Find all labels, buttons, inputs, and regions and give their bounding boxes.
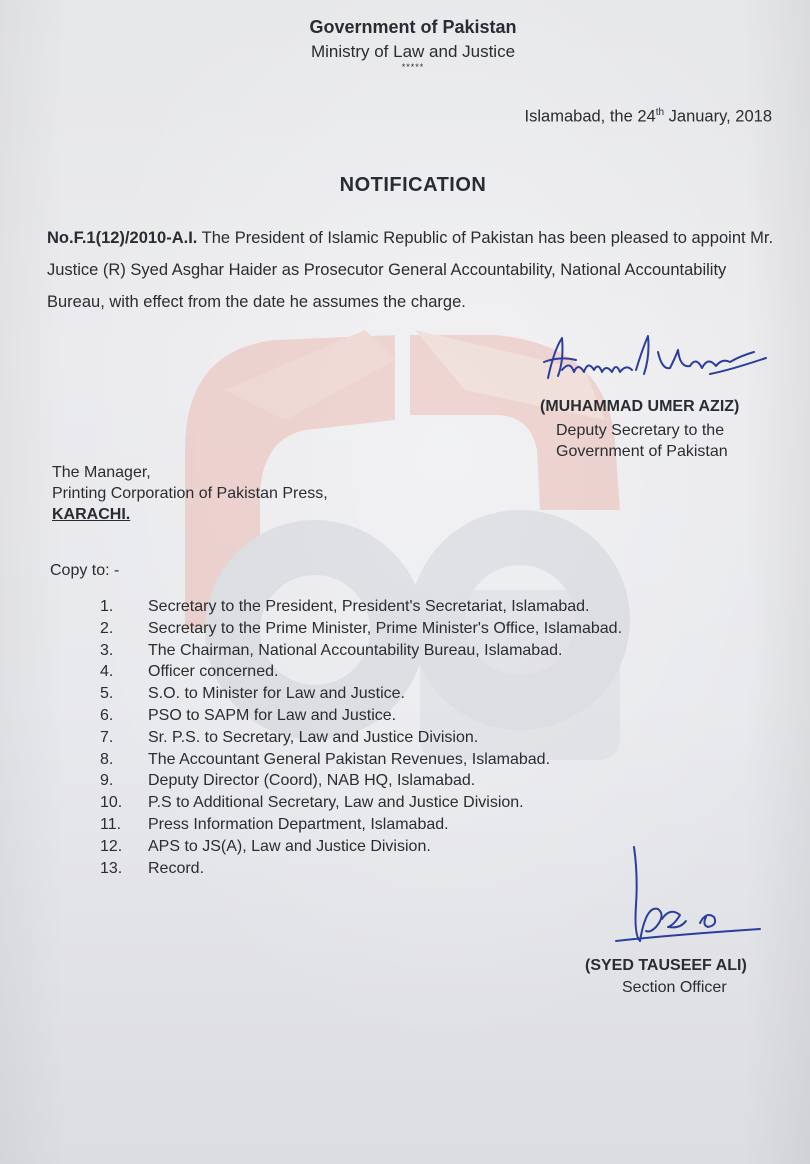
copy-to-label: Copy to: -: [50, 562, 120, 579]
copy-to-item: [100, 640, 622, 662]
copy-to-item: [100, 705, 622, 727]
copy-to-item-text: Officer concerned.: [148, 663, 279, 681]
copy-to-item-text: The Chairman, National Accountability Bureau, Islamabad.: [148, 641, 563, 659]
copy-to-item-number: 8.: [100, 750, 114, 768]
copy-to-item-text: Sr. P.S. to Secretary, Law and Justice Division.: [148, 728, 479, 746]
copy-to-item-text: APS to JS(A), Law and Justice Division.: [148, 837, 431, 855]
copy-to-item: [100, 618, 622, 640]
heading-separator: *****: [401, 62, 425, 72]
copy-to-item: [100, 814, 622, 836]
signatory-2-designation: Section Officer: [622, 979, 727, 996]
addressee-line2: Printing Corporation of Pakistan Press,: [52, 485, 328, 502]
copy-to-item-text: Record.: [148, 859, 205, 877]
signatory-1-designation-line2: Government of Pakistan: [556, 443, 728, 460]
copy-to-item-text: S.O. to Minister for Law and Justice.: [148, 685, 405, 703]
signatory-1-name: (MUHAMMAD UMER AZIZ): [540, 398, 740, 415]
addressee-block: [52, 462, 328, 525]
signatory-1-designation-line1: Deputy Secretary to the: [556, 422, 725, 439]
signature-2-icon: [610, 845, 770, 955]
government-heading: Government of Pakistan: [309, 17, 517, 37]
date-prefix: Islamabad, the 24: [524, 107, 656, 126]
copy-to-item-text: Secretary to the Prime Minister, Prime Minister's Office, Islamabad.: [148, 619, 623, 637]
copy-to-item: [100, 596, 622, 618]
date-suffix: th: [655, 107, 665, 118]
copy-to-item: [100, 858, 622, 880]
notification-text: The President of Islamic Republic of Pakistan has been pleased to appoint Mr. Justice (R) Syed Asghar Haider as Prosecutor General Accountability, National Accountability Bureau, with effect from the date he assumes the charge.: [47, 229, 774, 311]
copy-to-list: [100, 596, 622, 879]
issue-date: [525, 107, 772, 127]
copy-to-item-text: Deputy Director (Coord), NAB HQ, Islamabad.: [148, 772, 476, 790]
copy-to-item-text: Press Information Department, Islamabad.: [148, 815, 449, 833]
copy-to-item-number: 11.: [100, 815, 122, 833]
copy-to-item: [100, 836, 622, 858]
copy-to-item: [100, 749, 622, 771]
copy-to-item-number: 9.: [100, 772, 114, 790]
copy-to-item: [100, 727, 622, 749]
ministry-heading: Ministry of Law and Justice: [310, 42, 516, 61]
copy-to-item-text: P.S to Additional Secretary, Law and Justice Division.: [148, 794, 524, 812]
copy-to-item-text: PSO to SAPM for Law and Justice.: [148, 706, 397, 724]
signatory-2-name: (SYED TAUSEEF ALI): [585, 957, 747, 974]
copy-to-item: [100, 683, 622, 705]
document-title: NOTIFICATION: [339, 174, 487, 196]
addressee-line1: The Manager,: [52, 464, 151, 481]
copy-to-item-number: 13.: [100, 859, 123, 877]
copy-to-item-number: 1.: [100, 598, 114, 615]
notification-body: [47, 222, 779, 318]
copy-to-item-number: 3.: [100, 641, 114, 659]
copy-to-item-number: 2.: [100, 619, 114, 637]
copy-to-item-number: 6.: [100, 706, 114, 724]
copy-to-item-text: Secretary to the President, President's Secretariat, Islamabad.: [148, 598, 590, 615]
copy-to-item: [100, 792, 622, 814]
copy-to-item-number: 10.: [100, 794, 123, 812]
copy-to-item-number: 4.: [100, 663, 114, 681]
signatory-1-designation: [556, 420, 728, 462]
copy-to-item-text: The Accountant General Pakistan Revenues, Islamabad.: [148, 750, 551, 768]
copy-to-item-number: 12.: [100, 837, 123, 855]
date-rest: January, 2018: [664, 107, 772, 126]
copy-to-item: [100, 770, 622, 792]
copy-to-item-number: 5.: [100, 685, 114, 703]
notification-number: No.F.1(12)/2010-A.I.: [47, 229, 198, 247]
copy-to-item: [100, 661, 622, 683]
addressee-city: KARACHI.: [52, 506, 131, 523]
signature-1-icon: [540, 330, 770, 390]
copy-to-item-number: 7.: [100, 728, 114, 746]
